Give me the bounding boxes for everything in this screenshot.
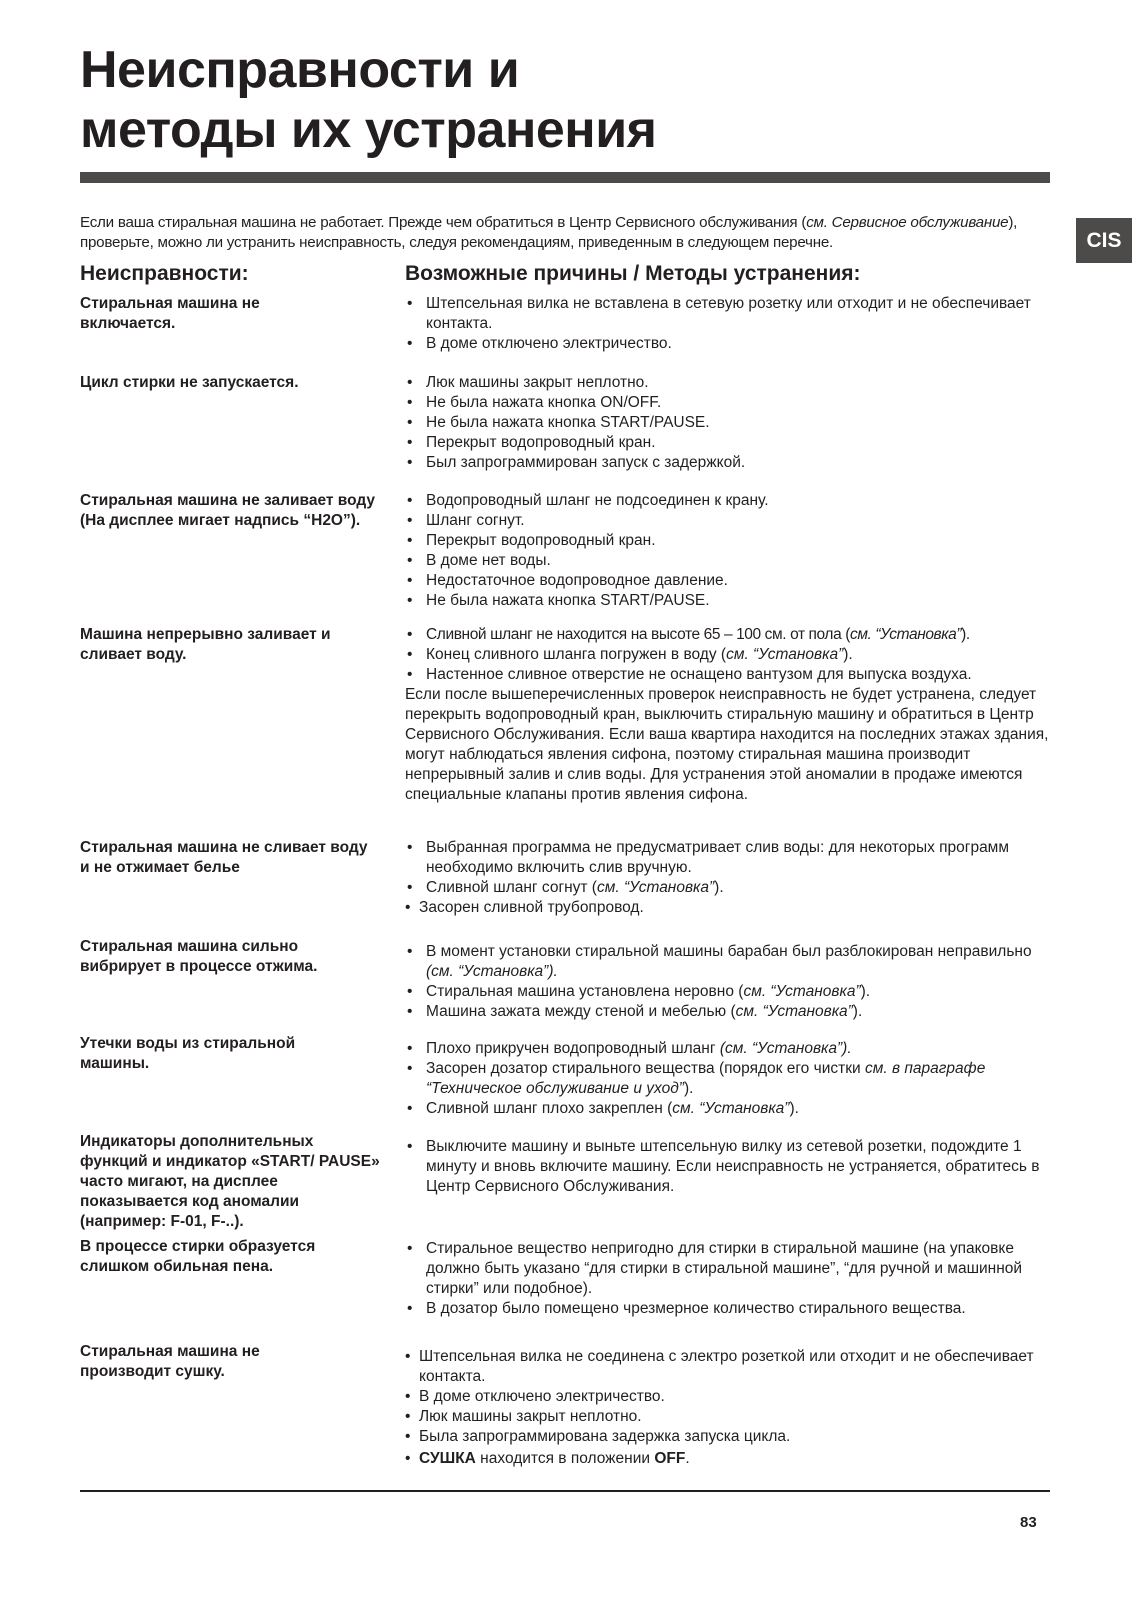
cause-item: • Недостаточное водопроводное давление.	[405, 571, 1045, 591]
cause-item	[405, 1059, 1045, 1099]
cause-item: • В доме отключено электричество.	[405, 334, 1045, 354]
cause-item: • Штепсельная вилка не вставлена в сетевую розетку или отходит и не обеспечивает контакта.	[405, 294, 1045, 334]
cause-text: Сливной шланг согнут (	[426, 879, 597, 896]
cause-text: находится в положении	[475, 1450, 655, 1467]
problem-label: Стиральная машина не сливает воду и не отжимает белье	[80, 839, 368, 876]
cause-end: ).	[860, 983, 871, 1000]
cause-text: Плохо прикручен водопроводный шланг	[426, 1040, 720, 1057]
problem-label: Стиральная машина не включается.	[80, 295, 260, 332]
cause-item	[405, 1039, 1045, 1059]
cause-end: ).	[714, 879, 724, 896]
problem-label: Индикаторы дополнительных функций и индикатор «START/ PAUSE» часто мигают, на дисплее показывается код аномалии (например: F-01, F-..).	[80, 1133, 380, 1230]
cross-reference: (см. “Установка”).	[719, 1040, 852, 1057]
cause-item	[405, 625, 1055, 645]
problem-label: Стиральная машина не производит сушку.	[80, 1343, 260, 1380]
page-title	[80, 40, 657, 160]
cause-text: Сливной шланг плохо закреплен (	[426, 1100, 673, 1117]
cause-end: .	[685, 1450, 690, 1467]
cause-item: • Был запрограммирован запуск с задержкой.	[405, 453, 1045, 473]
problems-heading: Неисправности:	[80, 262, 249, 285]
cause-item: • Стиральное вещество непригодно для стирки в стиральной машине (на упаковке должно быть указано “для стирки в стиральной машине”, “для ручной и машинной стирки” или подобное).	[405, 1239, 1045, 1299]
cause-item: • Люк машины закрыт неплотно.	[405, 1407, 1045, 1427]
cause-text: Засорен сливной трубопровод.	[419, 899, 644, 916]
cross-reference: (см. “Установка”).	[426, 963, 558, 980]
cause-item: • Выключите машину и выньте штепсельную вилку из сетевой розетки, подождите 1 минуту и вновь включите машину. Если неисправность не устраняется, обратитесь в Центр Сервисного Обслуживания.	[405, 1137, 1045, 1197]
causes-list	[405, 491, 1045, 611]
cross-reference: см. “Установка”	[596, 879, 715, 896]
causes-list	[405, 942, 1045, 1022]
cross-reference: см. “Установка”	[849, 626, 962, 643]
cross-reference: см. “Установка”	[743, 983, 861, 1000]
intro-reference: см. Сервисное обслуживание	[806, 214, 1009, 231]
cause-end: ).	[852, 1003, 863, 1020]
cause-text: Конец сливного шланга погружен в воду (	[426, 646, 727, 663]
problem-label: Цикл стирки не запускается.	[80, 374, 299, 391]
cause-end: ).	[843, 646, 853, 663]
cause-text: Выбранная программа не предусматривает слив воды: для некоторых программ необходимо включить слив вручную.	[426, 839, 1009, 876]
cause-text: Стиральная машина установлена неровно (	[426, 983, 744, 1000]
cause-item: • Не была нажата кнопка START/PAUSE.	[405, 591, 1045, 611]
cause-item	[405, 878, 1045, 898]
setting-value: OFF	[654, 1450, 686, 1467]
cause-item	[405, 1099, 1045, 1119]
problem-label: В процессе стирки образуется слишком обильная пена.	[80, 1238, 316, 1275]
cause-item: • В доме нет воды.	[405, 551, 1045, 571]
title-line-1: Неисправности и	[80, 41, 520, 99]
language-tab: CIS	[1076, 218, 1132, 263]
causes-list	[405, 1347, 1045, 1469]
intro-text-end: ), проверьте, можно ли устранить неисправность, следуя рекомендациям, приведенным в следующем перечне.	[80, 214, 1018, 251]
cause-item: • Не была нажата кнопка START/PAUSE.	[405, 413, 1045, 433]
cause-item	[405, 942, 1045, 982]
cause-item: • Люк машины закрыт неплотно.	[405, 373, 1045, 393]
cause-end: ).	[789, 1100, 799, 1117]
cross-reference: см. “Установка”	[735, 1003, 853, 1020]
cause-item: • В дозатор было помещено чрезмерное количество стирального вещества.	[405, 1299, 1045, 1319]
causes-list	[405, 1239, 1045, 1319]
intro-paragraph	[80, 213, 1050, 253]
cause-item: • Водопроводный шланг не подсоединен к крану.	[405, 491, 1045, 511]
problem-label: Стиральная машина сильно вибрирует в процессе отжима.	[80, 938, 318, 975]
cause-item: • Перекрыт водопроводный кран.	[405, 531, 1045, 551]
cause-item: • В доме отключено электричество.	[405, 1387, 1045, 1407]
cause-item: • Не была нажата кнопка ON/OFF.	[405, 393, 1045, 413]
page-number: 83	[1020, 1514, 1037, 1531]
cause-item	[405, 645, 1055, 665]
cause-text: Настенное сливное отверстие не оснащено вантузом для выпуска воздуха.	[426, 666, 972, 683]
cross-reference: см. “Установка”	[726, 646, 844, 663]
cause-item	[405, 1449, 1045, 1469]
cause-item	[405, 898, 1045, 918]
cause-text: Засорен дозатор стирального вещества (порядок его чистки	[426, 1060, 865, 1077]
causes-heading: Возможные причины / Методы устранения:	[405, 262, 861, 285]
cause-note: Если после вышеперечисленных проверок неисправность не будет устранена, следует перекрыть водопроводный кран, выключить стиральную машину и обратиться в Центр Сервисного Обслуживания. Если ваша квартира находится на последних этажах здания, могут наблюдаться явления сифона, поэтому стиральная машина производит непрерывный залив и слив воды. Для устранения этой аномалии в продаже имеются специальные клапаны против явления сифона.	[405, 686, 1049, 803]
footer-divider	[80, 1490, 1050, 1492]
cause-item	[405, 665, 1055, 685]
intro-text: Если ваша стиральная машина не работает. Прежде чем обратиться в Центр Сервисного обслуживания (	[80, 214, 807, 231]
causes-list	[405, 838, 1045, 918]
cause-item	[405, 982, 1045, 1002]
cross-reference: см. “Установка”	[672, 1100, 790, 1117]
cause-item: • Шланг согнут.	[405, 511, 1045, 531]
causes-list	[405, 1039, 1045, 1119]
cause-item: • Была запрограммирована задержка запуска цикла.	[405, 1427, 1045, 1447]
problem-label: Утечки воды из стиральной машины.	[80, 1035, 296, 1072]
problem-label: Стиральная машина не заливает воду (На дисплее мигает надпись “H2O”).	[80, 492, 376, 529]
causes-list	[405, 373, 1045, 473]
cause-item	[405, 1002, 1045, 1022]
causes-list	[405, 1137, 1045, 1197]
cause-text: Сливной шланг не находится на высоте 65 – 100 см. от пола (	[426, 626, 850, 643]
cause-item	[405, 838, 1045, 878]
causes-list	[405, 294, 1045, 354]
cause-item: • Перекрыт водопроводный кран.	[405, 433, 1045, 453]
cause-text: Машина зажата между стеной и мебелью (	[426, 1003, 736, 1020]
cause-end: ).	[683, 1080, 694, 1097]
cause-text: В момент установки стиральной машины барабан был разблокирован неправильно	[426, 943, 1032, 960]
problem-label: Машина непрерывно заливает и сливает воду.	[80, 626, 331, 663]
title-divider	[80, 172, 1050, 183]
cause-end: ).	[961, 626, 970, 643]
title-line-2: методы их устранения	[80, 101, 657, 159]
cause-item: • Штепсельная вилка не соединена с электро розеткой или отходит и не обеспечивает контакта.	[405, 1347, 1045, 1387]
setting-name: СУШКА	[419, 1450, 476, 1467]
causes-list	[405, 625, 1055, 805]
cross-reference: см. в параграфе “Техническое обслуживание и уход”	[426, 1060, 986, 1097]
